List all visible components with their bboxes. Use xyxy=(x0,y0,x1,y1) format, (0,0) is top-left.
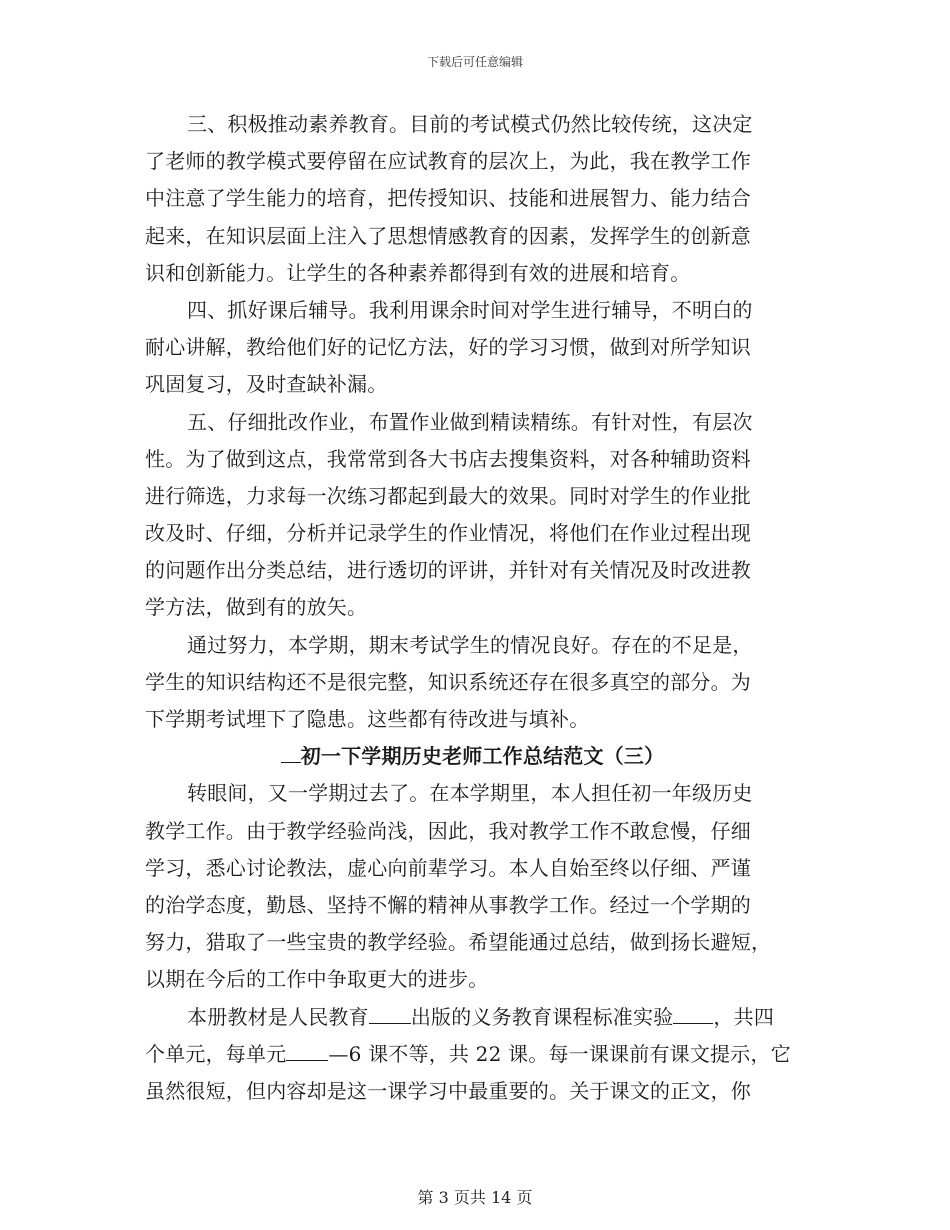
page-footer: 第 3 页共 14 页 xyxy=(417,1188,533,1207)
paragraph xyxy=(145,404,800,627)
text-fragment: 出版的义务教育课程标准实验 xyxy=(410,1004,674,1029)
text-line: 下学期考试埋下了隐患。这些都有待改进与填补。 xyxy=(145,707,590,731)
text-line: 虽然很短，但内容却是这一课学习中最重要的。关于课文的正文，你 xyxy=(145,1078,751,1103)
text-line xyxy=(145,1036,800,1073)
paragraph xyxy=(145,106,800,292)
text-line: 学习，悉心讨论教法，虚心向前辈学习。本人自始至终以仔细、严谨 xyxy=(145,855,751,880)
text-line: 通过努力，本学期，期末考试学生的情况良好。存在的不足是， xyxy=(187,632,753,657)
page-header-note: 下载后可任意编辑 xyxy=(426,55,523,69)
paragraph xyxy=(145,627,800,739)
text-line: 改及时、仔细，分析并记录学生的作业情况，将他们在作业过程出现 xyxy=(145,521,751,546)
text-line: 的治学态度，勤恳、坚持不懈的精神从事教学工作。经过一个学期的 xyxy=(145,892,751,917)
text-line: 三、积极推动素养教育。目前的考试模式仍然比较传统，这决定 xyxy=(187,112,753,136)
document-body xyxy=(145,106,800,1110)
text-line: 学方法，做到有的放矢。 xyxy=(145,595,368,620)
text-line: 五、仔细批改作业，布置作业做到精读精练。有针对性，有层次 xyxy=(187,409,753,434)
text-fragment: 个单元，每单元 xyxy=(145,1041,287,1066)
blank-underline xyxy=(286,1040,328,1061)
text-line: 教学工作。由于教学经验尚浅，因此，我对教学工作不敢怠慢，仔细 xyxy=(145,818,751,843)
text-line: 进行筛选，力求每一次练习都起到最大的效果。同时对学生的作业批 xyxy=(145,483,751,508)
text-line: 四、抓好课后辅导。我利用课余时间对学生进行辅导，不明白的 xyxy=(187,297,753,322)
section-title xyxy=(145,738,800,775)
text-line: 转眼间，又一学期过去了。在本学期里，本人担任初一年级历史 xyxy=(187,781,753,806)
text-fragment: —6 课不等，共 22 课。每一课课前有课文提示，它 xyxy=(328,1041,791,1066)
text-line: 学生的知识结构还不是很完整，知识系统还存在很多真空的部分。为 xyxy=(145,669,751,694)
paragraph xyxy=(145,775,800,998)
text-line xyxy=(145,999,800,1036)
text-line: 了老师的教学模式要停留在应试教育的层次上，为此，我在教学工作 xyxy=(145,149,751,174)
text-line: 耐心讲解，教给他们好的记忆方法，好的学习习惯，做到对所学知识 xyxy=(145,335,751,360)
text-line: 起来，在知识层面上注入了思想情感教育的因素，发挥学生的创新意 xyxy=(145,223,751,248)
blank-underline xyxy=(673,1003,713,1024)
paragraph xyxy=(145,292,800,404)
text-line: 的问题作出分类总结，进行透切的评讲，并针对有关情况及时改进教 xyxy=(145,558,751,583)
blank-underline xyxy=(281,742,301,763)
paragraph xyxy=(145,999,800,1111)
text-line: 努力，猎取了一些宝贵的教学经验。希望能通过总结，做到扬长避短， xyxy=(145,930,772,955)
text-line: 性。为了做到这点，我常常到各大书店去搜集资料，对各种辅助资料 xyxy=(145,446,751,471)
text-line: 中注意了学生能力的培育，把传授知识、技能和进展智力、能力结合 xyxy=(145,186,751,211)
text-line: 巩固复习，及时查缺补漏。 xyxy=(145,372,388,397)
section-title-text: 初一下学期历史老师工作总结范文（三） xyxy=(300,744,665,769)
text-line: 识和创新能力。让学生的各种素养都得到有效的进展和培育。 xyxy=(145,260,691,285)
text-line: 以期在今后的工作中争取更大的进步。 xyxy=(145,967,489,992)
text-fragment: ，共四 xyxy=(713,1004,775,1029)
blank-underline xyxy=(369,1003,411,1024)
text-fragment: 本册教材是人民教育 xyxy=(187,1004,369,1029)
